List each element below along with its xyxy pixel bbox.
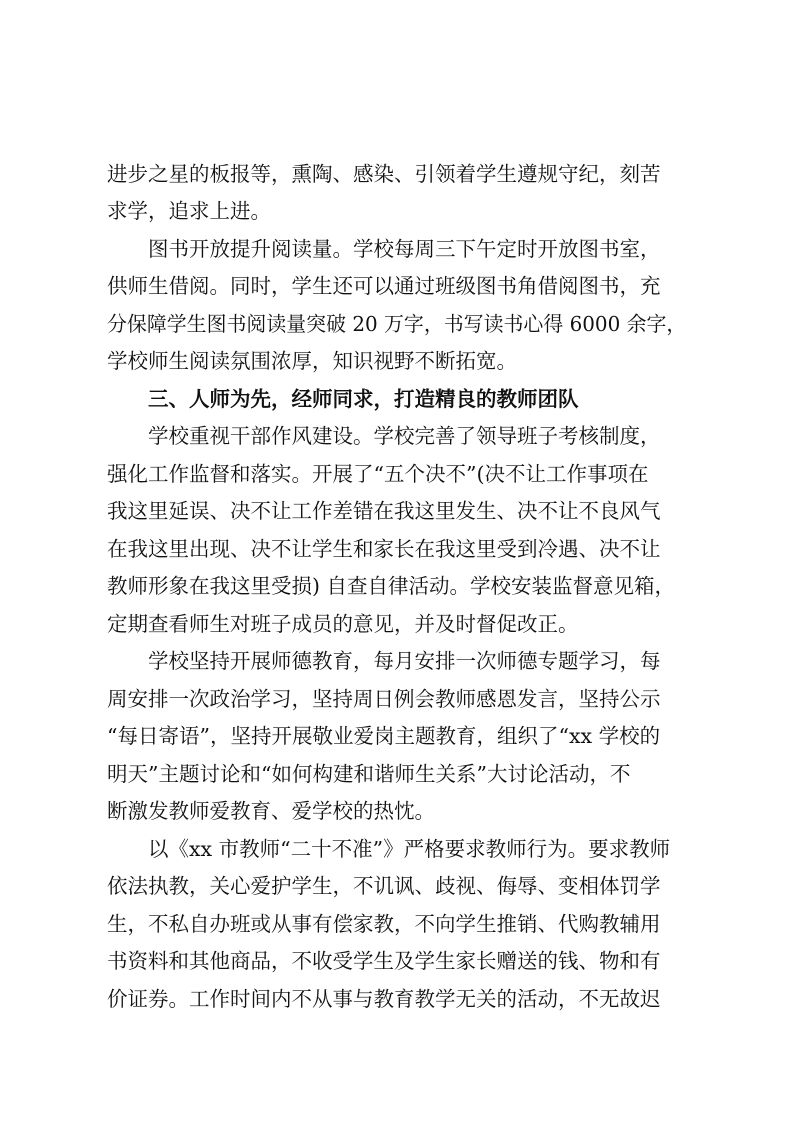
paragraph-2-line-1: 图书开放提升阅读量。学校每周三下午定时开放图书室， xyxy=(148,237,661,261)
section-heading: 三、人师为先，经师同求，打造精良的教师团队 xyxy=(148,387,579,411)
paragraph-3-line-6: 定期查看师生对班子成员的意见，并及时督促改正。 xyxy=(107,612,579,636)
paragraph-5-line-3: 生，不私自办班或从事有偿家教，不向学生推销、代购教辅用 xyxy=(107,912,661,936)
paragraph-5-line-4: 书资料和其他商品，不收受学生及学生家长赠送的钱、物和有 xyxy=(107,949,661,973)
paragraph-3-line-3: 我这里延误、决不让工作差错在我这里发生、决不让不良风气 xyxy=(107,499,661,523)
paragraph-2-line-3: 分保障学生图书阅读量突破 20 万字，书写读书心得 6000 余字， xyxy=(107,312,687,336)
paragraph-5-line-5: 价证券。工作时间内不从事与教育教学无关的活动，不无故迟 xyxy=(107,987,661,1011)
paragraph-3-line-2: 强化工作监督和落实。开展了“五个决不”(决不让工作事项在 xyxy=(107,462,649,486)
paragraph-5-line-1: 以《xx 市教师“二十不准”》严格要求教师行为。要求教师 xyxy=(148,837,671,861)
paragraph-4-line-2: 周安排一次政治学习，坚持周日例会教师感恩发言，坚持公示 xyxy=(107,687,661,711)
paragraph-4-line-4: 明天”主题讨论和“如何构建和谐师生关系”大讨论活动，不 xyxy=(107,762,631,786)
paragraph-3-line-1: 学校重视干部作风建设。学校完善了领导班子考核制度， xyxy=(148,424,661,448)
paragraph-2-line-4: 学校师生阅读氛围浓厚，知识视野不断拓宽。 xyxy=(107,349,517,373)
paragraph-4-line-5: 断激发教师爱教育、爱学校的热忱。 xyxy=(107,799,435,823)
paragraph-4-line-1: 学校坚持开展师德教育，每月安排一次师德专题学习，每 xyxy=(148,649,661,673)
paragraph-4-line-3: “每日寄语”，坚持开展敬业爱岗主题教育，组织了“xx 学校的 xyxy=(107,724,661,748)
paragraph-3-line-5: 教师形象在我这里受损) 自查自律活动。学校安装监督意见箱， xyxy=(107,574,676,598)
paragraph-5-line-2: 依法执教，关心爱护学生，不讥讽、歧视、侮辱、变相体罚学 xyxy=(107,874,661,898)
paragraph-1-line-2: 求学，追求上进。 xyxy=(107,199,271,223)
paragraph-2-line-2: 供师生借阅。同时，学生还可以通过班级图书角借阅图书，充 xyxy=(107,274,661,298)
paragraph-1-line-1: 进步之星的板报等，熏陶、感染、引领着学生遵规守纪，刻苦 xyxy=(107,162,661,186)
paragraph-3-line-4: 在我这里出现、决不让学生和家长在我这里受到冷遇、决不让 xyxy=(107,537,661,561)
